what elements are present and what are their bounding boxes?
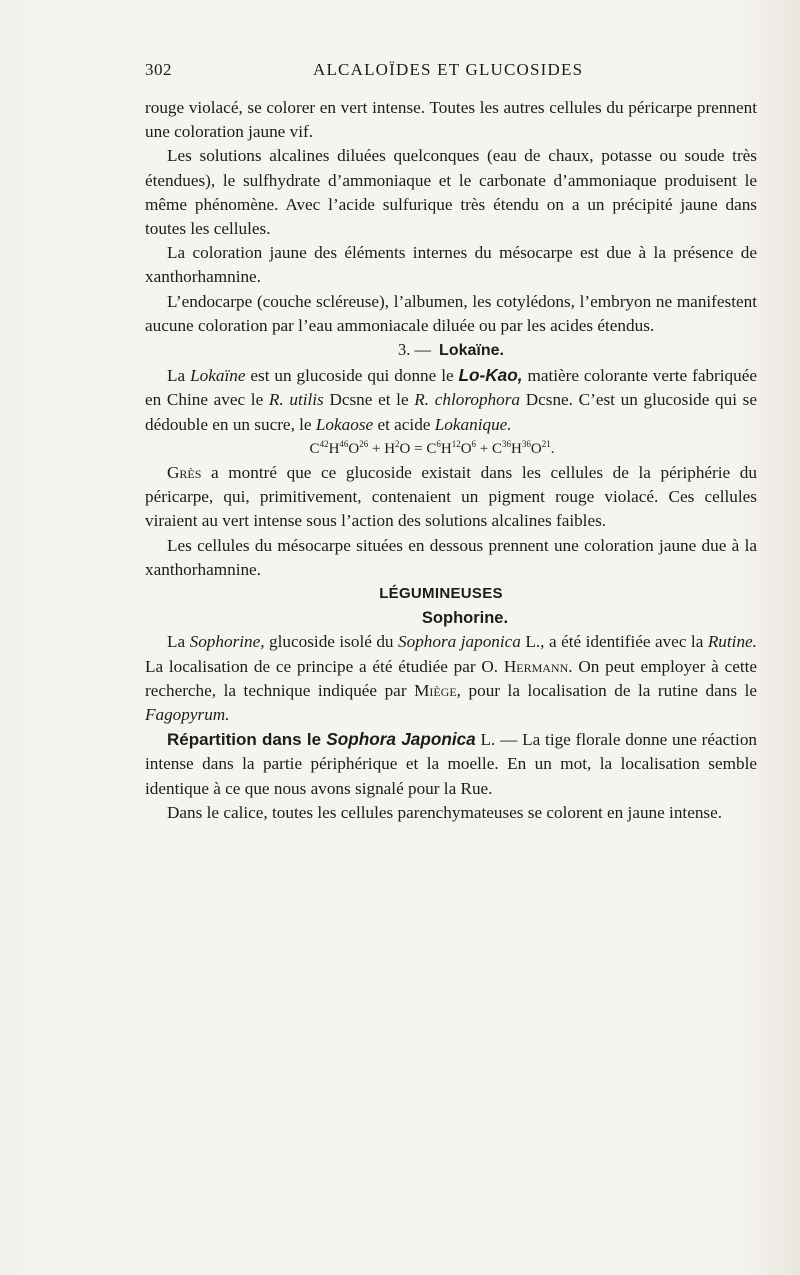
text-run: La (167, 632, 190, 652)
running-header (145, 60, 755, 84)
family-heading: LÉGUMINEUSES (379, 585, 503, 603)
italic-term: R. utilis (268, 390, 324, 410)
author-name: Hermann. (503, 656, 573, 676)
italic-term: Sophora japonica (398, 632, 521, 652)
section-heading-sophorine: Sophorine. (421, 609, 509, 628)
text-run: matière colorante verte fabriquée en Chine avec le (145, 366, 757, 410)
text-run: La (167, 366, 191, 386)
italic-term: Rutine. (707, 632, 757, 652)
text-run: pour la localisation de la rutine dans le (460, 680, 757, 700)
section-heading-lokaine (145, 338, 757, 363)
run-in-heading-species: Sophora Japonica (326, 729, 476, 750)
paragraph (145, 461, 757, 534)
paragraph: rouge violacé, se colorer en vert intense. Toutes les autres cellules du péricarpe prennent une coloration jaune vif. (145, 98, 757, 142)
italic-term: R. chlorophora (414, 390, 521, 410)
text-run: L. — La tige florale donne une réaction intense dans la partie périphérique et la moelle. En un mot, la localisation semble identique à ce que nous avons signalé pour la Rue. (145, 730, 758, 798)
italic-term: Lokanique. (434, 414, 512, 434)
text-run: glucoside isolé du (264, 632, 399, 652)
body-text (145, 96, 757, 825)
paragraph: Les solutions alcalines diluées quelconques (eau de chaux, potasse ou soude très étendues), le sulfhydrate d’ammoniaque et le carbonate d’ammoniaque produisent le même phénomène. Avec l’acide sulfurique très étendu on a un précipité jaune dans toutes les cellules. (145, 146, 757, 239)
author-name: Grès (167, 463, 202, 483)
text-run: Dcsne et le (323, 390, 415, 410)
paragraph: La coloration jaune des éléments internes du mésocarpe est due à la présence de xanthorhamnine. (145, 243, 757, 287)
section-number: 3. — (398, 340, 432, 360)
text-run: est un glucoside qui donne le (245, 366, 459, 386)
paragraph: Dans le calice, toutes les cellules parenchymateuses se colorent en jaune intense. (167, 802, 723, 822)
paragraph (145, 630, 757, 727)
author-name: Miège, (414, 680, 461, 700)
page-number: 302 (145, 60, 172, 79)
text-run: La localisation de ce principe a été étudiée par O. (145, 656, 504, 676)
italic-term: Sophorine, (189, 632, 265, 652)
section-title: Lokaïne. (439, 342, 504, 360)
text-run: Dcsne. C’est un glucoside qui se dédouble en un sucre, le (145, 390, 757, 434)
italic-term: Lokaïne (190, 366, 246, 386)
paragraph: Les cellules du mésocarpe situées en dessous prennent une coloration jaune due à la xanthorhamnine. (145, 535, 757, 579)
text-run: On peut employer à cette recherche, la technique indiquée par (145, 656, 758, 700)
italic-term: Fagopyrum. (145, 705, 230, 725)
italic-term: Lokaose (315, 414, 374, 434)
text-run: et acide (373, 414, 435, 434)
chemical-formula: $C^{42}H^{46}O^{26} + H^2O = C^6H^{12}O^6 + C^{36}H^{36}O^{21}$. (309, 438, 555, 457)
paragraph (145, 363, 757, 437)
text-run: a montré que ce glucoside existait dans les cellules de la périphérie du péricarpe, qui, primitivement, contenaient un pigment rouge violacé. Ces cellules viraient au vert intense sous l’action des solutions alcalines faibles. (145, 463, 757, 531)
bold-term: Lo-Kao, (458, 365, 523, 386)
running-title: ALCALOÏDES ET GLUCOSIDES (313, 60, 584, 79)
run-in-heading: Répartition dans le (167, 730, 327, 750)
paragraph: L’endocarpe (couche scléreuse), l’albumen, les cotylédons, l’embryon ne manifestent aucune coloration par l’eau ammoniacale diluée ou par les acides étendus. (145, 291, 757, 335)
text-run: L., a été identifiée avec la (520, 632, 708, 652)
paragraph (145, 727, 757, 801)
